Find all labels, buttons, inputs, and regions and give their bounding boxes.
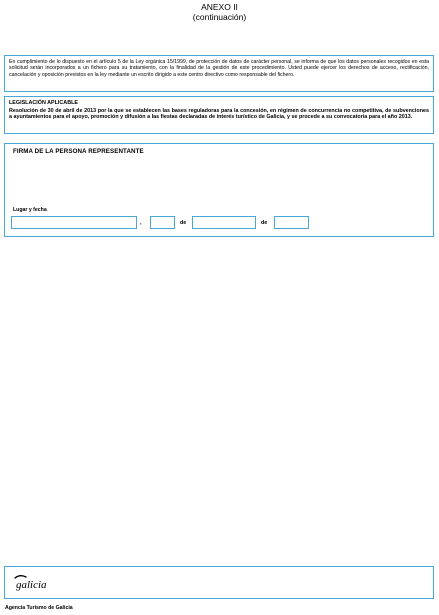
place-date-label: Lugar y fecha [13, 207, 47, 213]
legislation-title: LEGISLACIÓN APLICABLE [9, 100, 78, 106]
month-field[interactable] [192, 216, 256, 229]
year-field[interactable] [274, 216, 309, 229]
signature-box [4, 143, 434, 237]
legislation-box [4, 96, 434, 134]
annex-title: ANEXO II [201, 2, 238, 12]
legislation-text: Resolución de 30 de abril de 2013 por la que se establecen las bases reguladoras para la concesión, en régimen de concurrencia no competitiva, de subvenciones a ayuntamientos para el apoyo, promoción y difusión a las fiestas declaradas de interés turístico de Galicia, y se procede a su convocatoria para el año 2013. [9, 107, 429, 121]
place-field[interactable] [11, 216, 137, 229]
comma-separator: , [140, 220, 142, 226]
de-separator-1: de [180, 220, 187, 226]
de-separator-2: de [261, 220, 268, 226]
signature-title: FIRMA DE LA PERSONA REPRESENTANTE [13, 148, 144, 155]
privacy-notice-text: En cumplimiento de lo dispuesto en el artículo 5 de la Ley orgánica 15/1999, de protección de datos de carácter personal, se informa de que los datos personales recogidos en esta solicitud serán incorporados a un fichero para su tratamiento, con la finalidad de la gestión de este procedimiento. Usted puede ejercer los derechos de acceso, rectificación, cancelación y oposición previstos en la ley mediante un escrito dirigido a este centro directivo como responsable del fichero. [9, 59, 429, 78]
privacy-notice-box [4, 55, 434, 92]
day-field[interactable] [150, 216, 175, 229]
page-header [0, 2, 439, 22]
galicia-logo [11, 572, 71, 592]
logo-wordmark: galicia [16, 579, 47, 591]
agency-name: Agencia Turismo de Galicia [5, 605, 73, 611]
annex-subtitle: (continuación) [192, 12, 247, 22]
footer-logo-box [4, 566, 434, 599]
